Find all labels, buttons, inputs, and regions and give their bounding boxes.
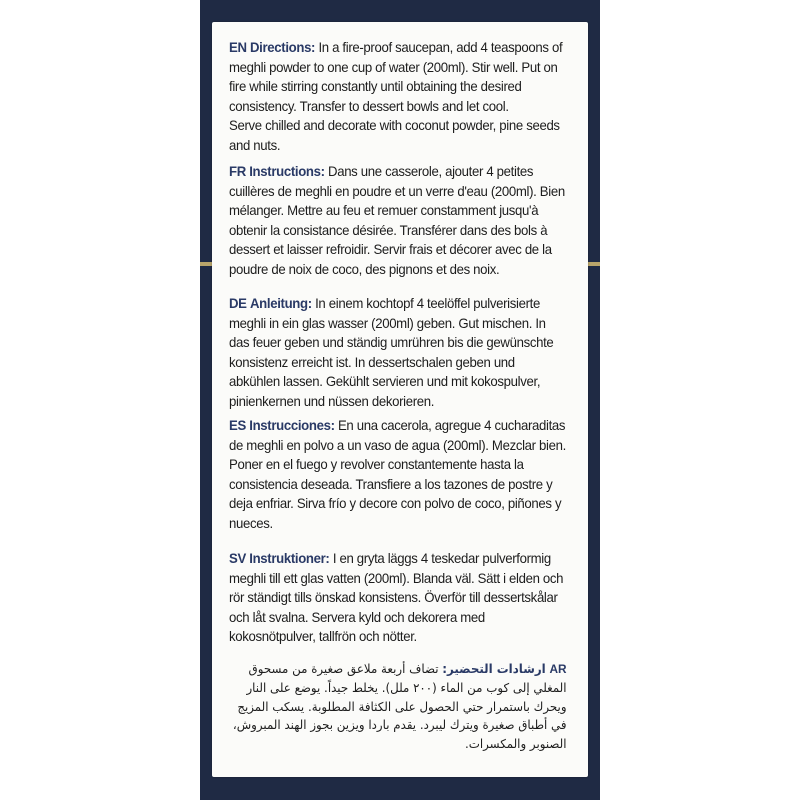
heading-en: Directions:: [249, 40, 316, 55]
body-en: In a fire-proof saucepan, add 4 teaspoons of meghli powder to one cup of water (200ml). Stir well. Put on fire while stirring constantly until obtaining the desired consistency. Transfer to dessert bowls and let cool.: [229, 40, 563, 114]
section-en-text: [229, 38, 567, 116]
lang-code-es: ES: [229, 418, 246, 433]
section-ar-text: [229, 660, 567, 754]
body-ar: تضاف أربعة ملاعق صغيرة من مسحوق المغلي إلى كوب من الماء (٢٠٠ ملل). يخلط جيداً. يوضع على النار ويحرك باستمرار حتي الحصول على الكثافة المطلوبة. يسكب المزيج في أطباق صغيرة ويترك ليبرد. يقدم باردا ويزين بجوز الهند المبروش، الصنوبر والمكسرات.: [232, 662, 567, 752]
body-fr: Dans une casserole, ajouter 4 petites cuillères de meghli en poudre et un verre d'eau (200ml). Bien mélanger. Mettre au feu et remuer constamment jusqu'à obtenir la consistance désirée. Transférer dans des bols à dessert et laisser refroidir. Servir frais et décorer avec de la poudre de noix de coco, des pignons et des noix.: [229, 164, 565, 277]
body-de: In einem kochtopf 4 teelöffel pulverisierte meghli in ein glas wasser (200ml) geben. Gut mischen. In das feuer geben und ständig umrühren bis die gewünschte konsistenz erreicht ist. In dessertschalen geben und abkühlen lassen. Gekühlt servieren und mit kokospulver, pinienkernen und nüssen dekorieren.: [229, 296, 554, 409]
lang-code-ar: AR: [549, 662, 567, 676]
gold-accent-right: [588, 262, 600, 266]
heading-de: Anleitung:: [249, 296, 312, 311]
body-es: En una cacerola, agregue 4 cucharaditas de meghli en polvo a un vaso de agua (200ml). Mezclar bien. Poner en el fuego y revolver constantemente hasta la consistencia deseada. Transfiere a los tazones de postre y deja enfriar. Sirva frío y decore con polvo de coco, piñones y nueces.: [229, 418, 566, 531]
heading-fr: Instructions:: [249, 164, 325, 179]
section-de-text: [229, 294, 567, 412]
section-ar: [229, 660, 567, 754]
lang-code-sv: SV: [229, 551, 246, 566]
lang-code-de: DE: [229, 296, 247, 311]
section-es-text: [229, 416, 567, 534]
gold-accent-left: [200, 262, 212, 266]
lang-code-fr: FR: [229, 164, 246, 179]
section-de: [229, 294, 567, 412]
heading-sv: Instruktioner:: [249, 551, 330, 566]
section-sv-text: [229, 549, 567, 647]
section-sv: [229, 549, 567, 647]
heading-es: Instrucciones:: [249, 418, 335, 433]
instructions-label: [212, 22, 588, 777]
section-fr-text: [229, 162, 567, 280]
body-sv: I en gryta läggs 4 teskedar pulverformig meghli till ett glas vatten (200ml). Blanda väl. Sätt i elden och rör ständigt tills önskad konsistens. Överför till dessertskålar och låt svalna. Servera kyld och dekorera med kokosnötpulver, tallfrön och nötter.: [229, 551, 564, 645]
lang-code-en: EN: [229, 40, 247, 55]
heading-ar: ارشادات التحضير:: [442, 662, 546, 676]
section-en: [229, 38, 567, 156]
section-es: [229, 416, 567, 534]
body-en-serve: Serve chilled and decorate with coconut powder, pine seeds and nuts.: [229, 118, 560, 153]
section-fr: [229, 162, 567, 280]
